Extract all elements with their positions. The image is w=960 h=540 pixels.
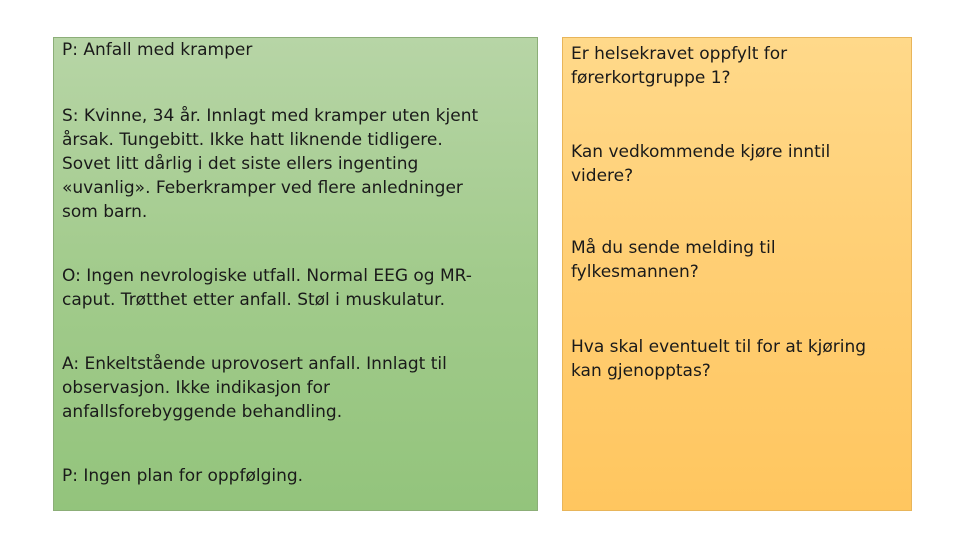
objective-text: O: Ingen nevrologiske utfall. Normal EEG og MR- caput. Trøtthet etter anfall. Støl i muskulatur. (62, 266, 472, 310)
plan-text: P: Ingen plan for oppfølging. (62, 466, 304, 486)
question-1: Er helsekravet oppfylt for førerkortgruppe 1? (571, 44, 788, 88)
plan-heading: P: Anfall med kramper (62, 40, 253, 60)
question-2: Kan vedkommende kjøre inntil videre? (571, 142, 831, 186)
questions-box (562, 37, 912, 511)
question-4: Hva skal eventuelt til for at kjøring kan gjenopptas? (571, 337, 867, 381)
question-3: Må du sende melding til fylkesmannen? (571, 238, 776, 282)
case-summary-box (53, 37, 538, 511)
subjective-text: S: Kvinne, 34 år. Innlagt med kramper uten kjent årsak. Tungebitt. Ikke hatt liknende tidligere. Sovet litt dårlig i det siste ellers ingenting «uvanlig». Feberkramper ved flere anledninger som barn. (62, 106, 479, 222)
assessment-text: A: Enkeltstående uprovosert anfall. Innlagt til observasjon. Ikke indikasjon for anfallsforebyggende behandling. (62, 354, 447, 422)
